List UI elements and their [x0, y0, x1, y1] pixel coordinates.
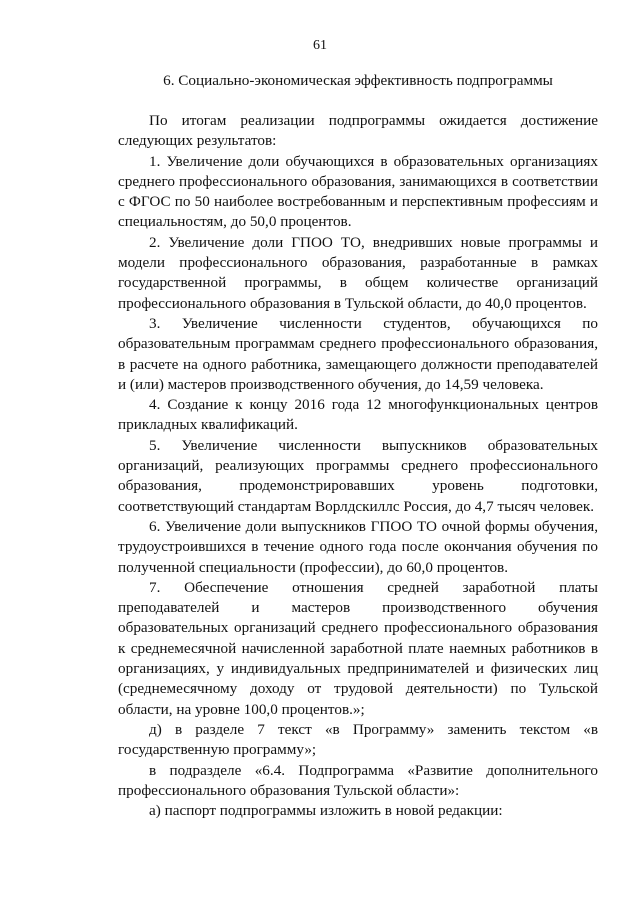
paragraph-result-1: 1. Увеличение доли обучающихся в образовательных организациях среднего профессионального образования, занимающихся в соответствии с ФГОС по 50 наиболее востребованным и перспективным профессиям и специальностям, до 50,0 процентов. — [118, 152, 598, 231]
page-number: 61 — [313, 38, 327, 53]
paragraph-result-7: 7. Обеспечение отношения средней заработной платы преподавателей и мастеров производственного обучения образовательных организаций среднего профессионального образования к среднемесячной начисленной заработной плате наемных работников в организациях, у индивидуальных предпринимателей и физических лиц (среднемесячному доходу от трудовой деятельности) по Тульской области, на уровне 100,0 процентов.»; — [118, 578, 598, 718]
paragraph-result-3: 3. Увеличение численности студентов, обучающихся по образовательным программам среднего профессионального образования, в расчете на одного работника, замещающего должности преподавателей и (или) мастеров производственного обучения, до 14,59 человека. — [118, 314, 598, 393]
paragraph-amendment-d: д) в разделе 7 текст «в Программу» заменить текстом «в государственную программу»; — [118, 720, 598, 759]
paragraph-result-4: 4. Создание к концу 2016 года 12 многофункциональных центров прикладных квалификаций. — [118, 396, 598, 434]
section-title: 6. Социально-экономическая эффективность подпрограммы — [163, 72, 553, 89]
paragraph-subsection-6-4: в подразделе «6.4. Подпрограмма «Развитие дополнительного профессионального образования Тульской области»: — [118, 761, 598, 799]
paragraph-result-2: 2. Увеличение доли ГПОО ТО, внедривших новые программы и модели профессионального образования, разработанные в рамках государственной программы, в общем количестве организаций профессионального образования в Тульской области, до 40,0 процентов. — [118, 233, 598, 312]
paragraph-result-6: 6. Увеличение доли выпускников ГПОО ТО очной формы обучения, трудоустроившихся в течение одного года после окончания обучения по полученной специальности (профессии), до 60,0 процентов. — [118, 517, 598, 576]
document-body — [118, 111, 598, 821]
paragraph-result-5: 5. Увеличение численности выпускников образовательных организаций, реализующих программы среднего профессионального образования, продемонстрировавших уровень подготовки, соответствующий стандартам Ворлдскиллс Россия, до 4,7 тысяч человек. — [118, 436, 598, 515]
paragraph-intro: По итогам реализации подпрограммы ожидается достижение следующих результатов: — [118, 112, 598, 150]
paragraph-passport: а) паспорт подпрограммы изложить в новой редакции: — [149, 802, 503, 820]
